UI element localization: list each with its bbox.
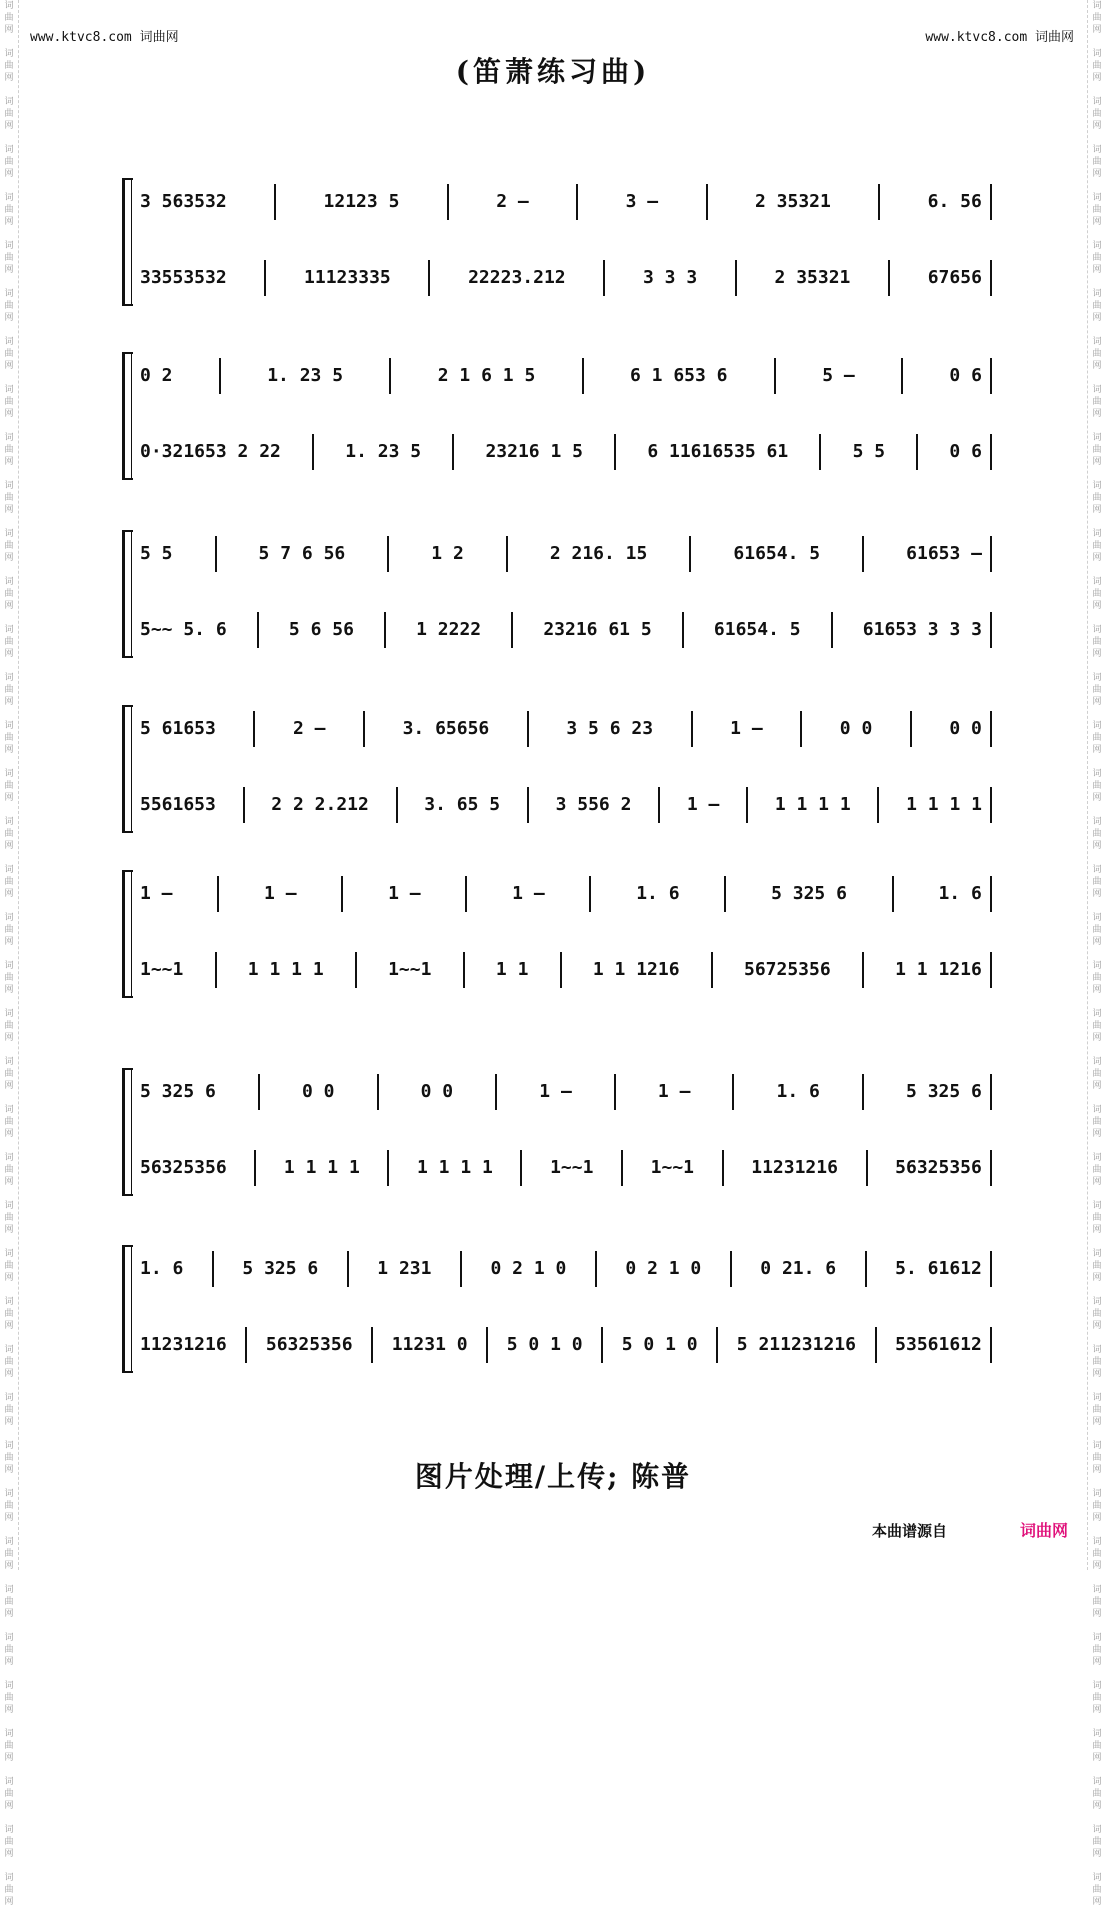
measure: 5 0 1 0 [506, 1334, 583, 1355]
barline [888, 260, 890, 296]
barline [465, 876, 467, 912]
end-barline [990, 711, 992, 747]
barline [689, 536, 691, 572]
score-system [122, 870, 992, 998]
measure: 0 6 [949, 365, 982, 386]
barline [253, 711, 255, 747]
measure: 2 35321 [774, 267, 851, 288]
barline [601, 1327, 603, 1363]
barline [746, 787, 748, 823]
end-barline [990, 952, 992, 988]
measure: 5 325 6 [140, 1081, 216, 1102]
measure: 1 – [730, 718, 763, 739]
measure: 56325356 [140, 1157, 227, 1178]
barline [215, 536, 217, 572]
watermark-text: 词 曲 网 词 曲 网 词 曲 网 词 曲 网 词 曲 网 词 曲 网 词 曲 网 词 曲 网 词 曲 网 词 曲 网 词 曲 网 词 曲 网 词 曲 网 词 曲 网 词 曲 网 词 曲 网 词 曲 网 词 曲 网 词 曲 网 词 曲 网 词 曲 网 词 曲 网 词 曲 网 词 曲 网 词 曲 网 词 曲 网 词 曲 网 词 曲 网 词 曲 网 词 曲 网 词 曲 网 词 曲 网 词 曲 网 词 曲 网 词 曲 网 词 曲 网 词 曲 网 词 曲 网 词 曲 网 词 曲 网 [4, 1, 14, 1907]
measure: 1 1 1216 [895, 959, 982, 980]
barline [614, 1074, 616, 1110]
barline [901, 358, 903, 394]
accompaniment-line [140, 785, 992, 825]
barline [800, 711, 802, 747]
end-barline [990, 876, 992, 912]
barline [877, 787, 879, 823]
accompaniment-line [140, 950, 992, 990]
measure: 3 – [625, 191, 659, 212]
barline [819, 434, 821, 470]
measure: 6 11616535 61 [647, 441, 789, 462]
accompaniment-line [140, 610, 992, 650]
measure: 0 2 1 0 [490, 1258, 567, 1279]
measure: 22223.212 [468, 267, 566, 288]
barline [724, 876, 726, 912]
system-bracket-line [131, 1068, 132, 1196]
system-bracket-line [131, 870, 132, 998]
barline [682, 612, 684, 648]
measure: 6 1 653 6 [629, 365, 728, 386]
right-watermark-strip [1087, 0, 1106, 1907]
measure: 1~~1 [550, 1157, 594, 1178]
measure: 1. 23 5 [345, 441, 422, 462]
measure: 0·321653 2 22 [140, 441, 281, 462]
measure: 2 35321 [754, 191, 831, 212]
measure: 1 1 [495, 959, 529, 980]
barline [520, 1150, 522, 1186]
measure: 0 0 [301, 1081, 335, 1102]
measure: 5 211231216 [736, 1334, 856, 1355]
barline [527, 787, 529, 823]
measure: 5 – [822, 365, 855, 386]
barline [463, 952, 465, 988]
measure: 3 5 6 23 [566, 718, 654, 739]
barline [215, 952, 217, 988]
barline [658, 787, 660, 823]
barline [486, 1327, 488, 1363]
barline [862, 952, 864, 988]
barline [243, 787, 245, 823]
accompaniment-line [140, 1325, 992, 1365]
measure: 1~~1 [650, 1157, 695, 1178]
score-system [122, 705, 992, 833]
measure: 56725356 [743, 959, 831, 980]
measure: 3. 65656 [402, 718, 490, 739]
site-url-left[interactable]: www.ktvc8.com 词曲网 [30, 30, 179, 45]
measure: 1 1 1 1 [417, 1157, 493, 1178]
end-barline [990, 358, 992, 394]
measure: 0 0 [420, 1081, 454, 1102]
measure: 53561612 [895, 1334, 982, 1355]
measure: 0 2 1 0 [625, 1258, 702, 1279]
barline [312, 434, 314, 470]
barline [875, 1327, 877, 1363]
barline [716, 1327, 718, 1363]
measure: 2 1 6 1 5 [437, 365, 536, 386]
barline [862, 536, 864, 572]
barline [447, 184, 449, 220]
barline [722, 1150, 724, 1186]
measure: 0 6 [949, 441, 982, 462]
barline [264, 260, 266, 296]
barline [347, 1251, 349, 1287]
barline [706, 184, 708, 220]
measure: 1 – [657, 1081, 691, 1102]
barline [389, 358, 391, 394]
measure: 0 2 [140, 365, 173, 386]
system-bracket-line [131, 530, 132, 658]
measure: 1 – [264, 883, 297, 904]
measure: 1 1 1 1 [247, 959, 324, 980]
system-bracket-line [131, 1245, 132, 1373]
barline [735, 260, 737, 296]
source-site-link[interactable]: 词曲网 [1020, 1521, 1069, 1540]
score-system [122, 1245, 992, 1373]
end-barline [990, 1150, 992, 1186]
measure: 5 0 1 0 [621, 1334, 698, 1355]
measure: 1. 6 [776, 1081, 820, 1102]
measure: 1 231 [377, 1258, 432, 1279]
barline [866, 1150, 868, 1186]
barline [495, 1074, 497, 1110]
measure: 1 1 1216 [592, 959, 680, 980]
barline [582, 358, 584, 394]
measure: 2 216. 15 [549, 543, 648, 564]
barline [730, 1251, 732, 1287]
barline [862, 1074, 864, 1110]
score-system [122, 530, 992, 658]
measure: 11231216 [751, 1157, 838, 1178]
measure: 1 1 1 1 [774, 794, 851, 815]
measure: 23216 61 5 [543, 619, 652, 640]
measure: 61653 3 3 3 [862, 619, 982, 640]
barline [865, 1251, 867, 1287]
end-barline [990, 612, 992, 648]
measure: 1 – [512, 883, 545, 904]
measure: 1~~1 [388, 959, 432, 980]
watermark-text: 词 曲 网 词 曲 网 词 曲 网 词 曲 网 词 曲 网 词 曲 网 词 曲 网 词 曲 网 词 曲 网 词 曲 网 词 曲 网 词 曲 网 词 曲 网 词 曲 网 词 曲 网 词 曲 网 词 曲 网 词 曲 网 词 曲 网 词 曲 网 词 曲 网 词 曲 网 词 曲 网 词 曲 网 词 曲 网 词 曲 网 词 曲 网 词 曲 网 词 曲 网 词 曲 网 词 曲 网 词 曲 网 词 曲 网 词 曲 网 词 曲 网 词 曲 网 词 曲 网 词 曲 网 词 曲 网 词 曲 网 [1092, 1, 1102, 1907]
barline [774, 358, 776, 394]
measure: 5~~ 5. 6 [140, 619, 227, 640]
barline [341, 876, 343, 912]
measure: 6. 56 [927, 191, 982, 212]
measure: 1~~1 [140, 959, 184, 980]
barline [387, 1150, 389, 1186]
barline [560, 952, 562, 988]
barline [384, 612, 386, 648]
barline [576, 184, 578, 220]
left-watermark-strip [0, 0, 19, 1907]
barline [732, 1074, 734, 1110]
measure: 5 5 [852, 441, 886, 462]
melody-line [140, 1072, 992, 1112]
measure: 1 1 1 1 [906, 794, 982, 815]
measure: 1 – [140, 883, 173, 904]
measure: 67656 [927, 267, 982, 288]
measure: 11231 0 [391, 1334, 468, 1355]
melody-line [140, 874, 992, 914]
measure: 3 563532 [140, 191, 227, 212]
end-barline [990, 1251, 992, 1287]
measure: 5 325 6 [906, 1081, 982, 1102]
measure: 5 6 56 [288, 619, 354, 640]
measure: 3 556 2 [555, 794, 632, 815]
barline [910, 711, 912, 747]
melody-line [140, 356, 992, 396]
end-barline [990, 434, 992, 470]
melody-line [140, 709, 992, 749]
barline [254, 1150, 256, 1186]
measure: 5. 61612 [895, 1258, 982, 1279]
melody-line [140, 182, 992, 222]
end-barline [990, 787, 992, 823]
measure: 1. 6 [938, 883, 982, 904]
barline [355, 952, 357, 988]
measure: 5 61653 [140, 718, 216, 739]
barline [831, 612, 833, 648]
measure: 61654. 5 [713, 619, 801, 640]
measure: 5 325 6 [771, 883, 847, 904]
barline [711, 952, 713, 988]
measure: 56325356 [265, 1334, 353, 1355]
accompaniment-line [140, 258, 992, 298]
barline [217, 876, 219, 912]
measure: 11231216 [140, 1334, 227, 1355]
measure: 0 0 [949, 718, 982, 739]
barline [212, 1251, 214, 1287]
measure: 3 3 3 [642, 267, 698, 288]
barline [614, 434, 616, 470]
barline [691, 711, 693, 747]
source-label: 本曲谱源自 [872, 1522, 948, 1540]
barline [511, 612, 513, 648]
barline [245, 1327, 247, 1363]
accompaniment-line [140, 432, 992, 472]
barline [377, 1074, 379, 1110]
end-barline [990, 536, 992, 572]
end-barline [990, 260, 992, 296]
barline [363, 711, 365, 747]
measure: 56325356 [895, 1157, 982, 1178]
score-title: (笛萧练习曲) [455, 55, 651, 88]
barline [621, 1150, 623, 1186]
measure: 61654. 5 [733, 543, 821, 564]
measure: 1. 23 5 [267, 365, 344, 386]
measure: 1 – [686, 794, 720, 815]
measure: 1. 6 [140, 1258, 184, 1279]
upload-credit: 图片处理/上传; 陈普 [414, 1460, 692, 1493]
measure: 0 21. 6 [760, 1258, 837, 1279]
measure: 5 5 [140, 543, 173, 564]
barline [387, 536, 389, 572]
site-url-right[interactable]: www.ktvc8.com 词曲网 [925, 30, 1074, 45]
system-bracket-line [131, 352, 132, 480]
measure: 2 – [496, 191, 529, 212]
measure: 33553532 [140, 267, 227, 288]
measure: 1. 6 [636, 883, 680, 904]
accompaniment-line [140, 1148, 992, 1188]
measure: 23216 1 5 [485, 441, 583, 462]
end-barline [990, 1074, 992, 1110]
melody-line [140, 534, 992, 574]
barline [589, 876, 591, 912]
measure: 11123335 [304, 267, 391, 288]
barline [527, 711, 529, 747]
measure: 5 325 6 [242, 1258, 319, 1279]
barline [878, 184, 880, 220]
measure: 12123 5 [323, 191, 400, 212]
measure: 61653 – [906, 543, 982, 564]
measure: 1 2222 [416, 619, 482, 640]
measure: 2 – [292, 718, 326, 739]
barline [257, 612, 259, 648]
score-system [122, 178, 992, 306]
barline [258, 1074, 260, 1110]
barline [506, 536, 508, 572]
melody-line [140, 1249, 992, 1289]
barline [371, 1327, 373, 1363]
system-bracket-line [131, 178, 132, 306]
measure: 5 7 6 56 [258, 543, 346, 564]
end-barline [990, 1327, 992, 1363]
system-bracket-line [131, 705, 132, 833]
measure: 3. 65 5 [424, 794, 501, 815]
barline [916, 434, 918, 470]
end-barline [990, 184, 992, 220]
measure: 1 – [388, 883, 421, 904]
barline [892, 876, 894, 912]
score-system [122, 1068, 992, 1196]
measure: 1 1 1 1 [283, 1157, 360, 1178]
barline [274, 184, 276, 220]
measure: 2 2 2.212 [271, 794, 369, 815]
barline [396, 787, 398, 823]
measure: 1 2 [431, 543, 464, 564]
barline [219, 358, 221, 394]
measure: 1 – [539, 1081, 572, 1102]
score-system [122, 352, 992, 480]
barline [603, 260, 605, 296]
measure: 5561653 [140, 794, 216, 815]
barline [460, 1251, 462, 1287]
measure: 0 0 [839, 718, 873, 739]
barline [595, 1251, 597, 1287]
barline [428, 260, 430, 296]
barline [452, 434, 454, 470]
